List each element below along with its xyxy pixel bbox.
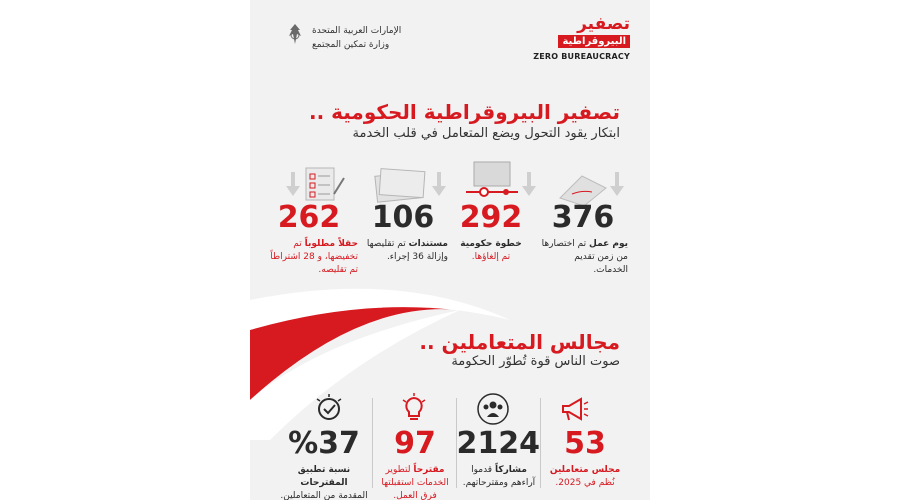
header: [250, 0, 650, 75]
stat-label-text: لتطوير الخدمات استقبلتها فرق العمل.: [381, 465, 449, 500]
checkmark-badge-icon: [312, 392, 346, 426]
stat-label-bold: مقترحاً: [413, 465, 445, 475]
lightbulb-icon: [397, 392, 431, 426]
uae-emblem-icon: [282, 22, 308, 48]
down-arrow-icon: [286, 172, 300, 196]
stat-number: 106: [371, 200, 435, 235]
down-arrow-icon: [432, 172, 446, 196]
stat-label-text: نُظم في 2025.: [555, 478, 615, 488]
stat-label-text: قدموا آراءهم ومقترحاتهم.: [462, 465, 536, 488]
zero-bureaucracy-logo-arabic: تصفير: [577, 14, 630, 34]
stat-fields: [260, 202, 358, 277]
section2-title: مجالس المتعاملين ..: [419, 330, 620, 354]
gov-name-line2: وزارة تمكين المجتمع: [312, 40, 390, 50]
divider: [372, 398, 373, 488]
stat-work-days: [538, 202, 628, 277]
stat-number: 376: [551, 200, 615, 235]
stat-label-bold: مشاركاً: [494, 465, 527, 475]
stat-label-bold: مستندات: [408, 239, 448, 249]
gov-name-line1: الإمارات العربية المتحدة: [312, 26, 402, 36]
stat-number: 292: [459, 200, 523, 235]
stat-number: %37: [288, 426, 360, 461]
stat-label-bold: يوم عمل: [589, 239, 628, 249]
section1-title: تصفير البيروقراطية الحكومية ..: [308, 100, 620, 124]
stat-label-text: تم تقليصها وإزالة 36 إجراء.: [366, 239, 448, 262]
stat-label-bold: خطوة حكومية: [460, 239, 522, 249]
stat-number: 53: [564, 426, 606, 461]
stat-proposals: [374, 428, 456, 500]
stat-label-text: تم اختصارها من زمن تقديم الخدمات.: [541, 239, 628, 275]
stat-label-bold: حقلاً مطلوباً: [304, 239, 358, 249]
infographic-card: [250, 0, 650, 500]
documents-stack-illustration: [370, 164, 430, 204]
people-group-icon: [476, 392, 510, 426]
divider: [540, 398, 541, 488]
stat-label-bold: نسبة تطبيق المقترحات: [297, 465, 351, 488]
process-steps-illustration: [462, 158, 522, 198]
checklist-illustration: [298, 164, 348, 204]
zero-bureaucracy-logo-english: ZERO BUREAUCRACY: [533, 52, 630, 61]
megaphone-icon: [557, 392, 591, 426]
down-arrow-icon: [610, 172, 624, 196]
stat-number: 97: [394, 426, 436, 461]
stat-councils: [546, 428, 624, 490]
stat-number: 262: [277, 200, 341, 235]
section2-subtitle: صوت الناس قوة تُطوّر الحكومة: [451, 354, 620, 369]
down-arrow-icon: [522, 172, 536, 196]
stat-label-bold: مجلس متعاملين: [549, 465, 621, 475]
stat-label-text: تم إلغاؤها.: [471, 252, 511, 262]
stat-label-text: المقدمة من المتعاملين.: [280, 491, 368, 500]
stat-label-text: تم تخفيضها، و 28 اشتراطاً تم تقليصه.: [270, 239, 358, 275]
stat-implementation-rate: [278, 428, 370, 500]
stat-gov-steps: [446, 202, 536, 264]
section1-subtitle: ابتكار يقود التحول ويضع المتعامل في قلب الخدمة: [352, 126, 620, 141]
stat-documents: [358, 202, 448, 264]
stat-number: 2124: [456, 426, 540, 461]
zero-bureaucracy-logo-arabic-sub: البيروقراطية: [558, 35, 630, 48]
stat-participants: [458, 428, 540, 490]
